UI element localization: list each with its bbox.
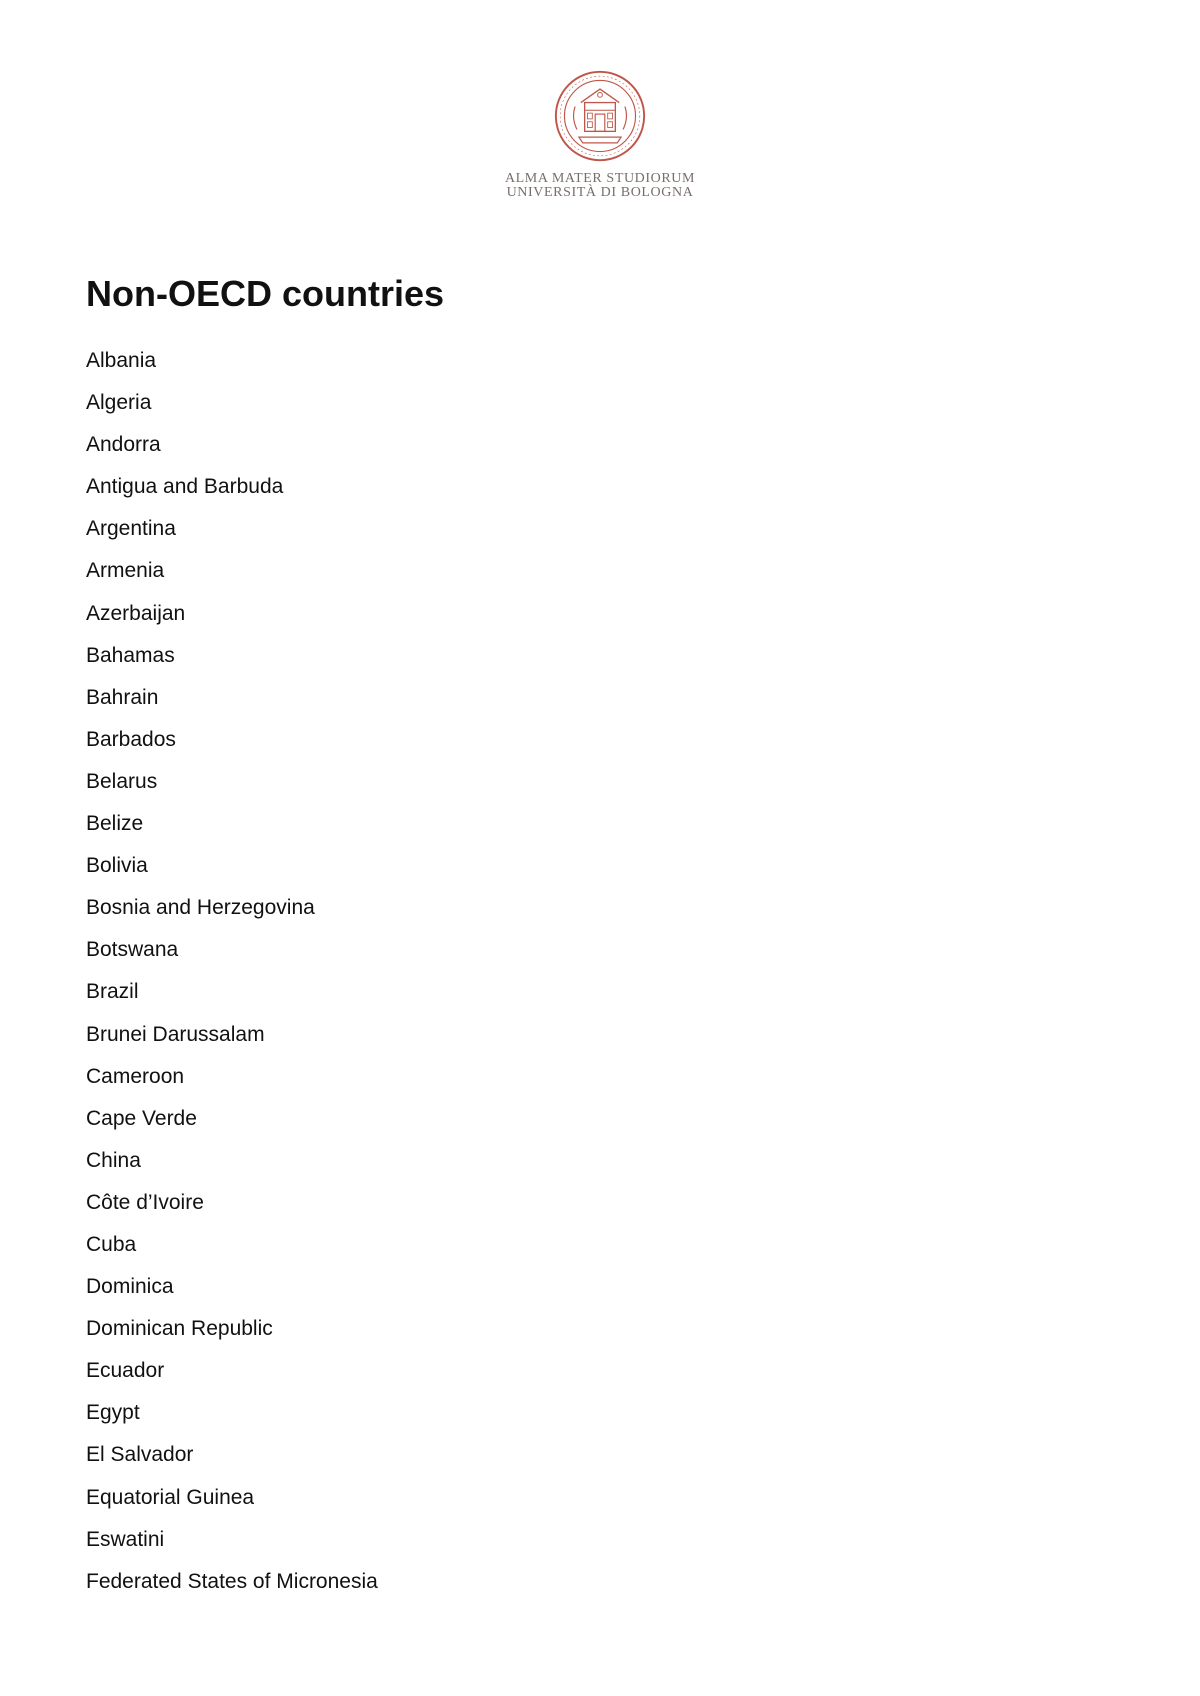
list-item: Belarus bbox=[86, 769, 158, 793]
list-item: Andorra bbox=[86, 433, 161, 457]
list-item: Cameroon bbox=[86, 1064, 185, 1088]
list-item: Bahamas bbox=[86, 643, 175, 667]
list-item: China bbox=[86, 1148, 141, 1172]
list-item: Bosnia and Herzegovina bbox=[86, 896, 315, 920]
list-item: Barbados bbox=[86, 727, 176, 751]
logo-text-line-1: ALMA MATER STUDIORUM bbox=[504, 171, 696, 186]
list-item: Bahrain bbox=[86, 685, 159, 709]
list-item: Dominica bbox=[86, 1275, 174, 1299]
list-item: Côte d’Ivoire bbox=[86, 1190, 204, 1214]
list-item: Antigua and Barbuda bbox=[86, 475, 284, 499]
list-item: Brazil bbox=[86, 980, 139, 1004]
list-item: Albania bbox=[86, 349, 157, 372]
list-item: Egypt bbox=[86, 1401, 140, 1425]
list-item: Armenia bbox=[86, 559, 165, 583]
list-item: Ecuador bbox=[86, 1359, 165, 1383]
list-item: Azerbaijan bbox=[86, 601, 186, 625]
list-item: Cuba bbox=[86, 1232, 137, 1256]
university-logo bbox=[500, 68, 700, 200]
list-item: Brunei Darussalam bbox=[86, 1022, 265, 1046]
logo-text-line-2: UNIVERSITÀ DI BOLOGNA bbox=[506, 185, 694, 200]
list-item: Botswana bbox=[86, 938, 179, 962]
list-item: Dominican Republic bbox=[86, 1317, 273, 1341]
list-item: Belize bbox=[86, 812, 144, 836]
list-item: Bolivia bbox=[86, 854, 148, 878]
list-item: Federated States of Micronesia bbox=[86, 1569, 378, 1593]
university-seal-icon bbox=[552, 68, 648, 164]
list-item: Algeria bbox=[86, 391, 152, 415]
list-item: El Salvador bbox=[86, 1443, 194, 1467]
country-list bbox=[86, 340, 378, 1603]
list-item: Eswatini bbox=[86, 1527, 165, 1551]
list-item: Argentina bbox=[86, 517, 176, 541]
list-item: Cape Verde bbox=[86, 1106, 197, 1130]
list-item: Equatorial Guinea bbox=[86, 1485, 255, 1509]
page-title: Non-OECD countries bbox=[86, 273, 445, 314]
